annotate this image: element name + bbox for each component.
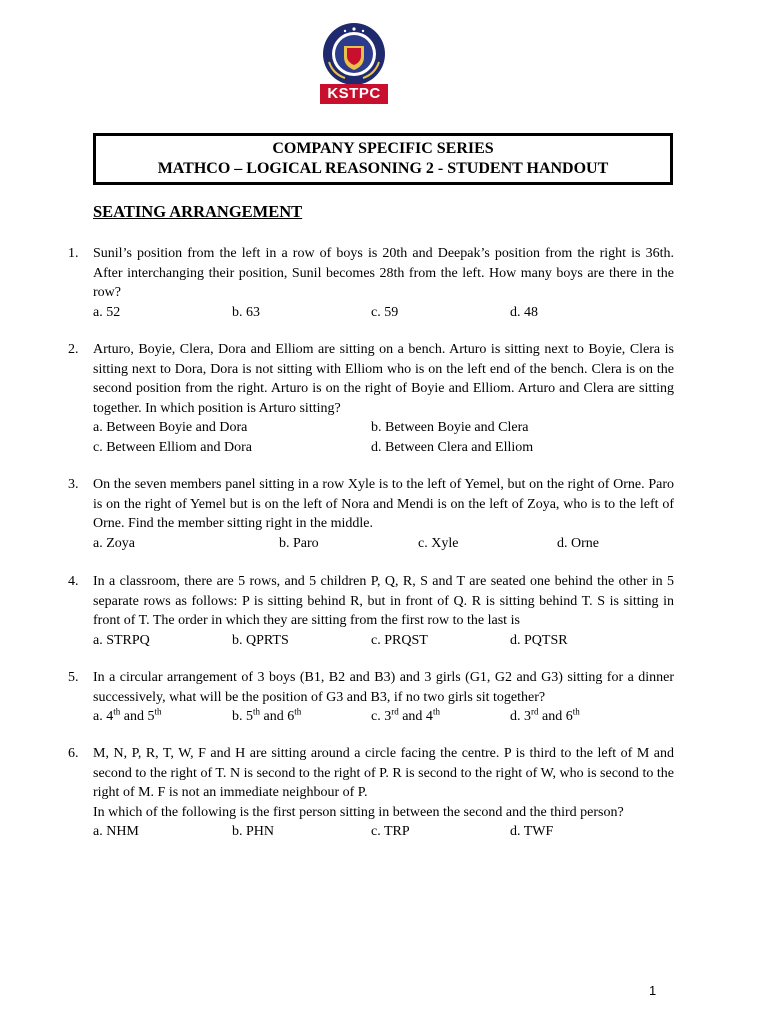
answer-options	[93, 631, 674, 651]
question-4	[68, 572, 674, 650]
option-d: d. 3rd and 6th	[510, 706, 580, 724]
question-number: 3.	[68, 477, 79, 492]
question-text: Sunil’s position from the left in a row of boys is 20th and Deepak’s position from the right is 36th. After interchanging their position, Sunil becomes 28th from the left. How many boys are there in the row?	[93, 246, 674, 300]
option-c: c. Between Elliom and Dora	[93, 439, 253, 455]
option-d: d. TWF	[510, 824, 554, 839]
logo-label: KSTPC	[320, 84, 388, 104]
question-2	[68, 340, 674, 457]
kstpc-emblem-icon	[317, 22, 391, 86]
option-b: b. QPRTS	[232, 632, 289, 648]
option-c: c. 3rd and 4th	[371, 706, 440, 724]
option-d: d. Between Clera and Elliom	[371, 439, 534, 455]
question-3	[68, 475, 674, 553]
option-c: c. Xyle	[418, 535, 459, 551]
question-number: 4.	[68, 574, 79, 589]
handout-header	[93, 133, 673, 185]
option-b: b. Paro	[279, 535, 319, 551]
handout-title: MATHCO – LOGICAL REASONING 2 - STUDENT HANDOUT	[157, 160, 609, 177]
option-a: a. NHM	[93, 824, 139, 839]
option-c: c. 59	[371, 304, 399, 320]
question-6	[68, 744, 674, 842]
option-c: c. PRQST	[371, 632, 428, 648]
question-number: 1.	[68, 246, 79, 261]
option-a: a. 4th and 5th	[93, 706, 162, 724]
answer-options	[93, 438, 674, 458]
question-text: In a circular arrangement of 3 boys (B1, B2 and B3) and 3 girls (G1, G2 and G3) sitting for a dinner successively, what will be the position of G3 and B3, if no two girls sit together?	[93, 670, 674, 705]
question-text: In a classroom, there are 5 rows, and 5 children P, Q, R, S and T are seated one behind the other in 5 separate rows as follows: P is sitting behind R, but in front of Q. R is sitting behind T. S is sitting in front of T. The order in which they are sitting from the first row to the last is	[93, 574, 674, 628]
answer-options	[93, 303, 674, 323]
option-b: b. 63	[232, 304, 260, 320]
question-text: M, N, P, R, T, W, F and H are sitting around a circle facing the centre. P is third to the left of M and second to the right of T. N is second to the right of P. R is second to the right of W, who is second to the right of M. F is not an immediate neighbour of P.	[93, 746, 674, 800]
question-text-continued: In which of the following is the first person sitting in between the second and the third person?	[93, 804, 624, 820]
option-a: a. Between Boyie and Dora	[93, 420, 248, 435]
option-d: d. PQTSR	[510, 632, 568, 648]
question-number: 5.	[68, 670, 79, 685]
answer-options	[93, 418, 674, 438]
option-c: c. TRP	[371, 824, 410, 839]
section-title: SEATING ARRANGEMENT	[93, 202, 303, 221]
answer-options	[93, 534, 674, 554]
question-5	[68, 668, 674, 727]
option-d: d. 48	[510, 304, 538, 320]
option-b: b. Between Boyie and Clera	[371, 420, 529, 435]
question-text: Arturo, Boyie, Clera, Dora and Elliom are sitting on a bench. Arturo is sitting next to Boyie, Clera is sitting next to Dora, Dora is not sitting with Elliom who is on the left end of the bench. Clera is on the second position from the right. Arturo is on the right of Boyie and Elliom. Arturo and Clera are sitting together. In which position is Arturo sitting?	[93, 342, 674, 416]
option-d: d. Orne	[557, 535, 599, 551]
page-number: 1	[649, 983, 657, 998]
option-b: b. 5th and 6th	[232, 706, 302, 724]
question-1	[68, 244, 674, 322]
series-title: COMPANY SPECIFIC SERIES	[272, 140, 494, 157]
option-a: a. STRPQ	[93, 632, 150, 648]
option-a: a. Zoya	[93, 535, 135, 551]
question-number: 6.	[68, 746, 79, 761]
answer-options	[93, 707, 674, 727]
question-number: 2.	[68, 342, 79, 357]
option-b: b. PHN	[232, 824, 275, 839]
answer-options	[93, 822, 674, 842]
option-a: a. 52	[93, 304, 121, 320]
kstpc-logo	[317, 22, 391, 104]
question-text: On the seven members panel sitting in a row Xyle is to the left of Yemel, but on the right of Orne. Paro is on the right of Yemel but is on the left of Nora and Mendi is on the left of Zoya, who is to the left of Orne. Find the member sitting right in the middle.	[93, 477, 674, 531]
